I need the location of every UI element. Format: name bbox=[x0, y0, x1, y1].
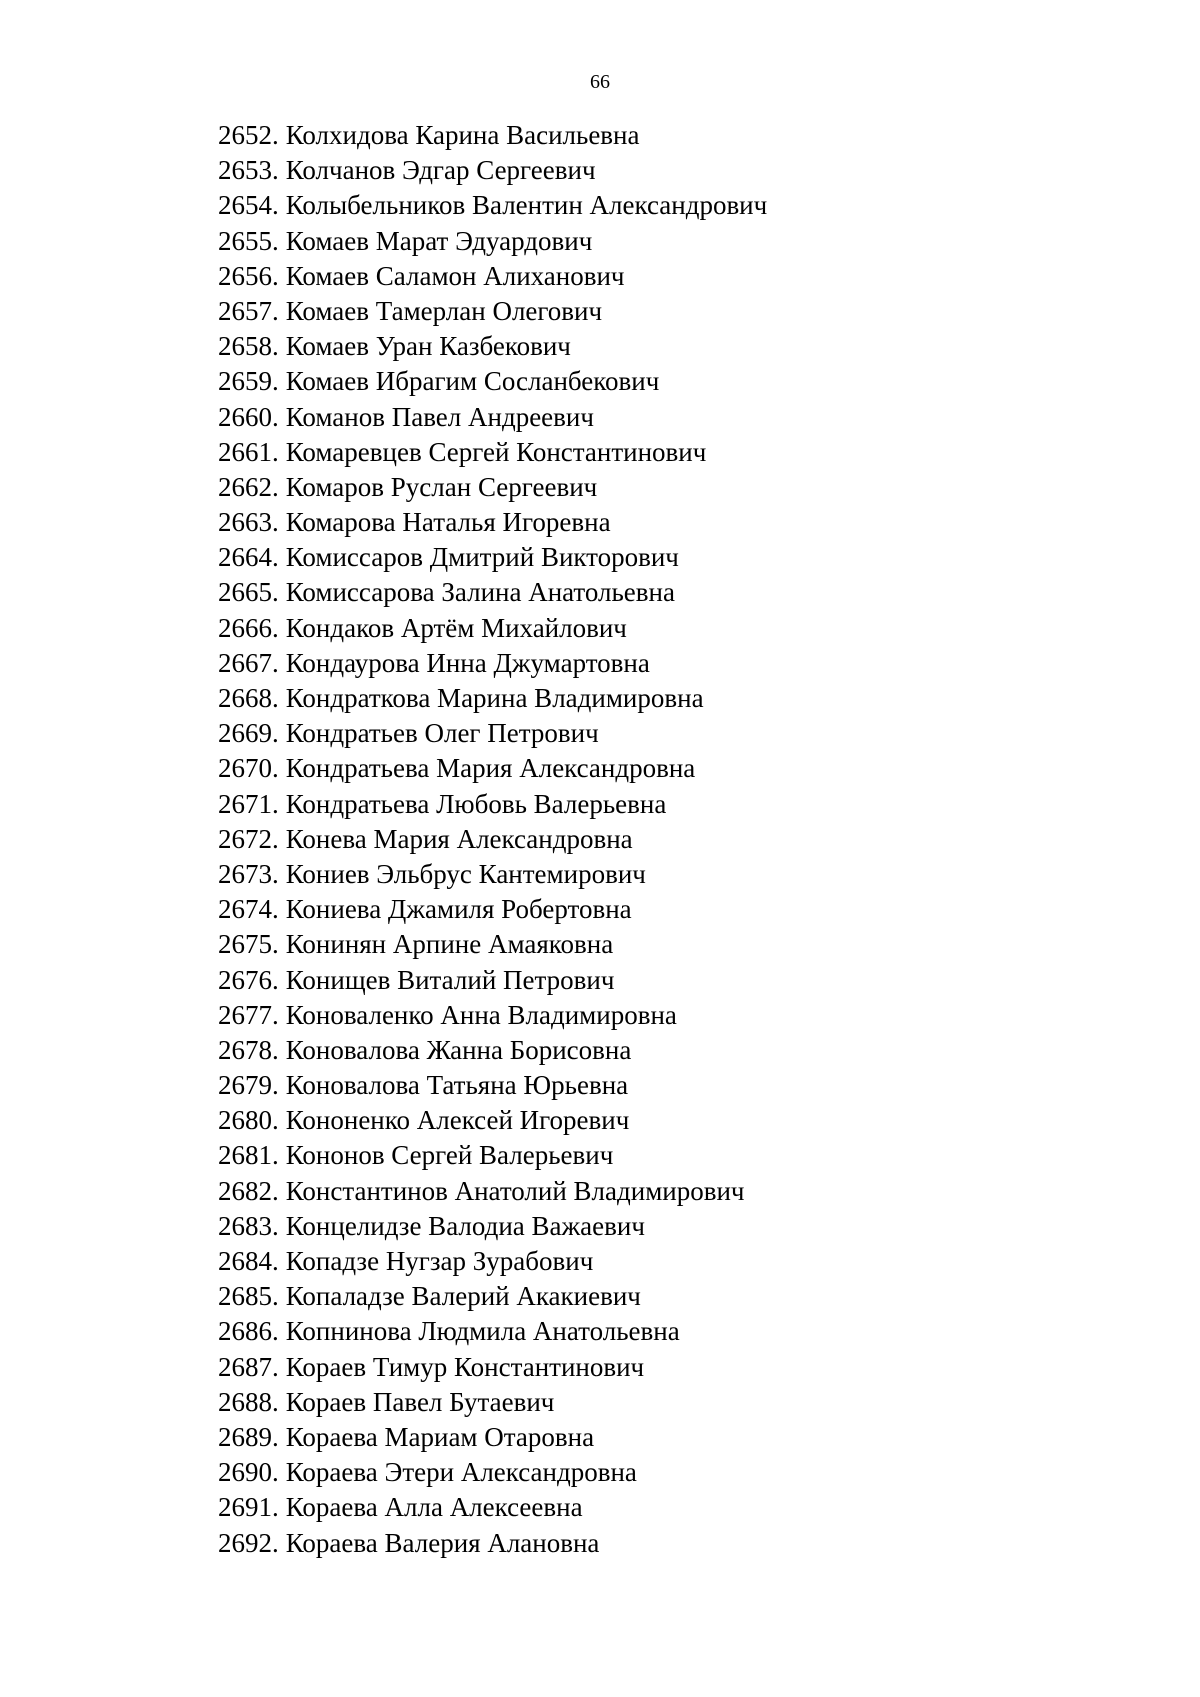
entry-number: 2689. bbox=[218, 1421, 279, 1452]
entry-name: Кондаков Артём Михайлович bbox=[285, 612, 627, 643]
entry-name: Комаров Руслан Сергеевич bbox=[285, 471, 598, 502]
entry-name: Колчанов Эдгар Сергеевич bbox=[285, 155, 596, 186]
entry-number: 2685. bbox=[218, 1281, 279, 1312]
entry-number: 2652. bbox=[218, 120, 279, 150]
list-item bbox=[218, 1526, 767, 1561]
list-item bbox=[218, 963, 767, 998]
list-item bbox=[218, 505, 767, 540]
entry-number: 2684. bbox=[218, 1246, 279, 1276]
entry-name: Колыбельников Валентин Александрович bbox=[285, 190, 768, 221]
entry-number: 2686. bbox=[218, 1316, 279, 1347]
entry-name: Комаев Уран Казбекович bbox=[285, 331, 571, 362]
list-item bbox=[218, 118, 767, 153]
entry-number: 2674. bbox=[218, 894, 279, 925]
entry-number: 2659. bbox=[218, 366, 279, 397]
list-item bbox=[218, 822, 767, 857]
list-item bbox=[218, 470, 767, 505]
list-item bbox=[218, 1033, 767, 1068]
entry-number: 2675. bbox=[218, 929, 279, 960]
entry-number: 2679. bbox=[218, 1070, 279, 1101]
list-item bbox=[218, 611, 767, 646]
entry-name: Комаев Саламон Алиханович bbox=[285, 260, 625, 291]
list-item bbox=[218, 892, 767, 927]
entry-number: 2670. bbox=[218, 753, 279, 784]
entry-name: Комаев Ибрагим Сосланбекович bbox=[285, 366, 660, 397]
entry-name: Кондратьева Любовь Валерьевна bbox=[285, 788, 667, 819]
entry-number: 2676. bbox=[218, 964, 279, 995]
entry-name: Копадзе Нугзар Зурабович bbox=[285, 1246, 594, 1276]
list-item bbox=[218, 1068, 767, 1103]
entry-number: 2692. bbox=[218, 1527, 279, 1558]
list-item bbox=[218, 1103, 767, 1138]
list-item bbox=[218, 259, 767, 294]
entry-name: Комаревцев Сергей Константинович bbox=[285, 436, 707, 467]
entry-name: Комаев Тамерлан Олегович bbox=[285, 295, 603, 326]
entry-name: Копнинова Людмила Анатольевна bbox=[285, 1316, 680, 1347]
entry-name: Комарова Наталья Игоревна bbox=[285, 507, 611, 538]
list-item bbox=[218, 575, 767, 610]
list-item bbox=[218, 681, 767, 716]
entry-name: Кораева Алла Алексеевна bbox=[285, 1492, 583, 1523]
entry-number: 2671. bbox=[218, 788, 279, 819]
list-item bbox=[218, 927, 767, 962]
entry-name: Кораева Мариам Отаровна bbox=[285, 1421, 595, 1452]
entry-number: 2656. bbox=[218, 260, 279, 291]
list-item bbox=[218, 716, 767, 751]
entry-name: Конева Мария Александровна bbox=[285, 823, 633, 854]
name-list bbox=[218, 118, 767, 1561]
list-item bbox=[218, 1174, 767, 1209]
entry-name: Команов Павел Андреевич bbox=[285, 401, 594, 432]
entry-number: 2681. bbox=[218, 1140, 279, 1171]
list-item bbox=[218, 540, 767, 575]
list-item bbox=[218, 998, 767, 1033]
entry-number: 2668. bbox=[218, 683, 279, 713]
entry-name: Кондраткова Марина Владимировна bbox=[285, 683, 704, 713]
page-number: 66 bbox=[590, 71, 610, 93]
list-item bbox=[218, 294, 767, 329]
entry-name: Кононенко Алексей Игоревич bbox=[285, 1105, 630, 1136]
list-item bbox=[218, 1420, 767, 1455]
entry-name: Конинян Арпине Амаяковна bbox=[285, 929, 614, 960]
entry-number: 2673. bbox=[218, 858, 279, 889]
list-item bbox=[218, 400, 767, 435]
list-item bbox=[218, 435, 767, 470]
list-item bbox=[218, 1138, 767, 1173]
entry-number: 2688. bbox=[218, 1386, 279, 1417]
entry-name: Коноваленко Анна Владимировна bbox=[285, 999, 677, 1030]
entry-name: Кононов Сергей Валерьевич bbox=[285, 1140, 614, 1171]
list-item bbox=[218, 188, 767, 223]
entry-name: Кониева Джамиля Робертовна bbox=[285, 894, 632, 925]
entry-number: 2678. bbox=[218, 1034, 279, 1065]
entry-name: Кораев Павел Бутаевич bbox=[285, 1386, 555, 1417]
entry-name: Концелидзе Валодиа Важаевич bbox=[285, 1210, 645, 1241]
list-item bbox=[218, 1350, 767, 1385]
entry-name: Константинов Анатолий Владимирович bbox=[285, 1175, 745, 1206]
entry-number: 2690. bbox=[218, 1457, 279, 1488]
list-item bbox=[218, 751, 767, 786]
entry-name: Кондратьева Мария Александровна bbox=[285, 753, 696, 784]
entry-number: 2669. bbox=[218, 718, 279, 749]
list-item bbox=[218, 329, 767, 364]
entry-number: 2657. bbox=[218, 295, 279, 326]
entry-name: Кониев Эльбрус Кантемирович bbox=[285, 858, 646, 889]
entry-name: Кондратьев Олег Петрович bbox=[285, 718, 599, 749]
list-item bbox=[218, 1314, 767, 1349]
entry-number: 2658. bbox=[218, 331, 279, 362]
list-item bbox=[218, 1209, 767, 1244]
list-item bbox=[218, 364, 767, 399]
list-item bbox=[218, 1244, 767, 1279]
entry-name: Комиссаров Дмитрий Викторович bbox=[285, 542, 679, 573]
entry-number: 2667. bbox=[218, 647, 279, 678]
entry-name: Коновалова Татьяна Юрьевна bbox=[285, 1070, 629, 1101]
entry-name: Колхидова Карина Васильевна bbox=[285, 120, 640, 150]
entry-number: 2691. bbox=[218, 1492, 279, 1523]
entry-number: 2666. bbox=[218, 612, 279, 643]
entry-number: 2663. bbox=[218, 507, 279, 538]
list-item bbox=[218, 1455, 767, 1490]
entry-name: Конищев Виталий Петрович bbox=[285, 964, 615, 995]
list-item bbox=[218, 857, 767, 892]
entry-number: 2664. bbox=[218, 542, 279, 573]
entry-number: 2680. bbox=[218, 1105, 279, 1136]
entry-number: 2655. bbox=[218, 225, 279, 256]
list-item bbox=[218, 787, 767, 822]
entry-number: 2665. bbox=[218, 577, 279, 608]
list-item bbox=[218, 1490, 767, 1525]
entry-number: 2662. bbox=[218, 471, 279, 502]
entry-name: Комиссарова Залина Анатольевна bbox=[285, 577, 675, 608]
entry-number: 2661. bbox=[218, 436, 279, 467]
list-item bbox=[218, 153, 767, 188]
entry-number: 2653. bbox=[218, 155, 279, 186]
list-item bbox=[218, 1385, 767, 1420]
entry-number: 2683. bbox=[218, 1210, 279, 1241]
list-item bbox=[218, 646, 767, 681]
entry-name: Кораева Этери Александровна bbox=[285, 1457, 637, 1488]
entry-number: 2654. bbox=[218, 190, 279, 221]
entry-name: Кораева Валерия Алановна bbox=[285, 1527, 600, 1558]
list-item bbox=[218, 224, 767, 259]
entry-name: Копаладзе Валерий Акакиевич bbox=[285, 1281, 641, 1312]
entry-name: Кораев Тимур Константинович bbox=[285, 1351, 645, 1382]
entry-number: 2682. bbox=[218, 1175, 279, 1206]
entry-name: Кондаурова Инна Джумартовна bbox=[285, 647, 650, 678]
entry-number: 2687. bbox=[218, 1351, 279, 1382]
list-item bbox=[218, 1279, 767, 1314]
entry-number: 2672. bbox=[218, 823, 279, 854]
entry-name: Комаев Марат Эдуардович bbox=[285, 225, 593, 256]
entry-name: Коновалова Жанна Борисовна bbox=[285, 1034, 632, 1065]
entry-number: 2677. bbox=[218, 999, 279, 1030]
entry-number: 2660. bbox=[218, 401, 279, 432]
